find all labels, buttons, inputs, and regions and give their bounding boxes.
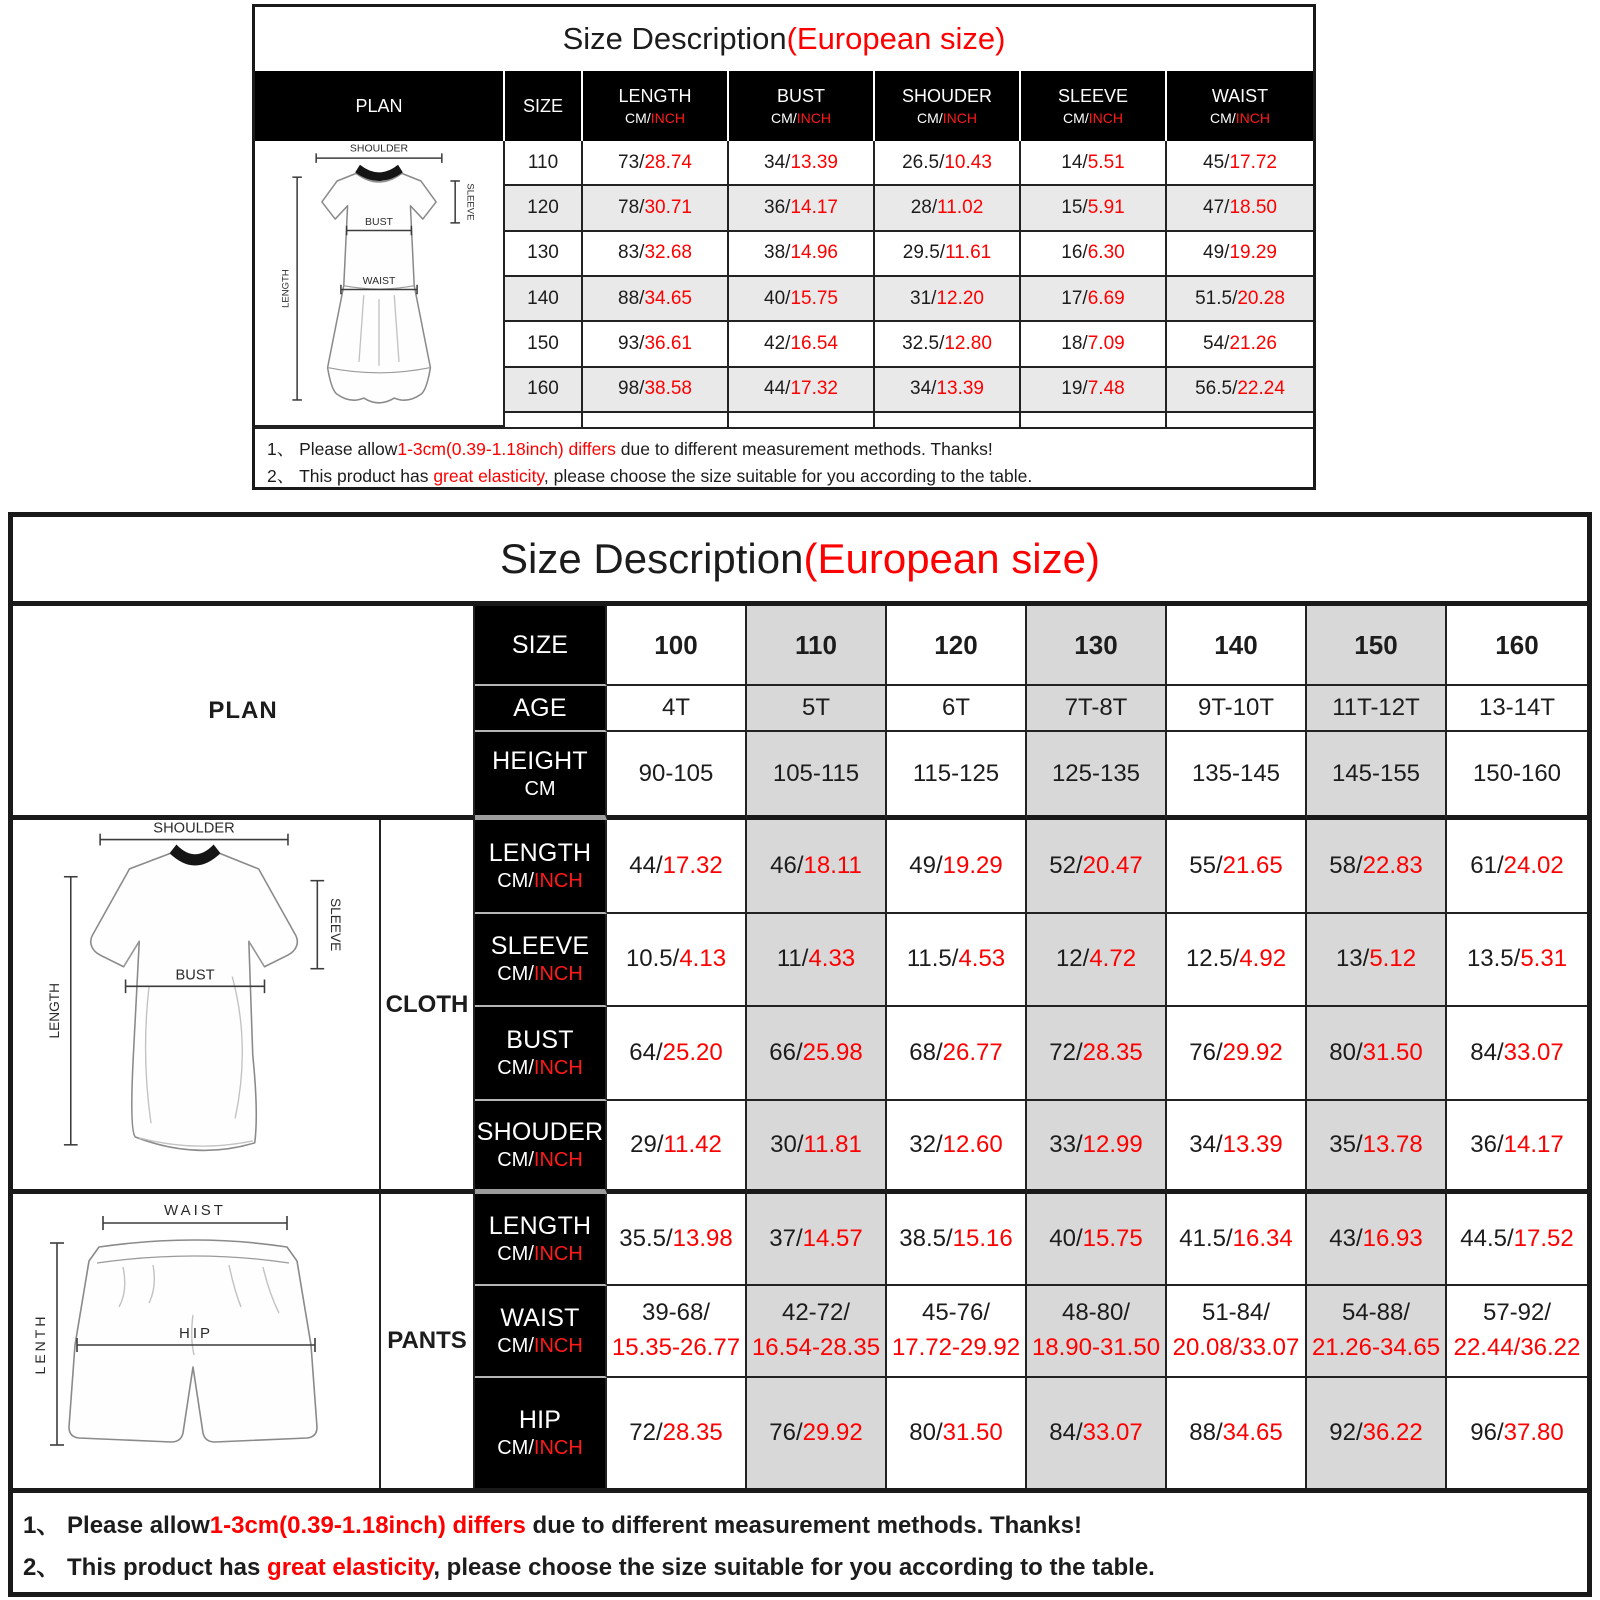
cell-value: 110: [747, 606, 887, 686]
top-size-chart: [252, 4, 1316, 490]
column-header-size: SIZE: [505, 71, 583, 141]
plan-cell: PLAN: [13, 606, 475, 820]
measure-value: 73/28.74: [583, 141, 729, 186]
cell-value: 150-160: [1447, 732, 1587, 820]
measure-value: 32.5/12.80: [875, 322, 1021, 367]
cell-value: 125-135: [1027, 732, 1167, 820]
measure-value: 14/5.51: [1021, 141, 1167, 186]
cell-value: 44.5/17.52: [1447, 1194, 1587, 1286]
bottom-notes: [13, 1488, 1587, 1589]
cell-value: 64/25.20: [607, 1007, 747, 1101]
row-label-sleeve: SLEEVE CM/INCH: [475, 914, 607, 1008]
column-header-shouder: SHOUDER CM/INCH: [875, 71, 1021, 141]
measure-value: 45/17.72: [1167, 141, 1313, 186]
cell-value: 41.5/16.34: [1167, 1194, 1307, 1286]
cell-value: 72/28.35: [607, 1378, 747, 1488]
tshirt-diagram-cell: [13, 820, 381, 1194]
cell-value: 140: [1167, 606, 1307, 686]
column-header-sleeve: SLEEVE CM/INCH: [1021, 71, 1167, 141]
cell-value: 12/4.72: [1027, 914, 1167, 1008]
cell-value: 40/15.75: [1027, 1194, 1167, 1286]
cell-value: 57-92/ 22.44/36.22: [1447, 1286, 1587, 1378]
note-line: 1、 Please allow1-3cm(0.39-1.18inch) differs due to different measurement methods. Thanks!: [23, 1512, 1082, 1539]
length-measure: [47, 877, 78, 1145]
bottom-header-row: [13, 606, 1587, 686]
measure-value: 28/11.02: [875, 186, 1021, 231]
measure-value: 98/38.58: [583, 368, 729, 413]
cell-value: 49/19.29: [887, 820, 1027, 914]
cell-value: 66/25.98: [747, 1007, 887, 1101]
row-label-height: HEIGHT CM: [475, 732, 607, 820]
cell-value: 135-145: [1167, 732, 1307, 820]
bottom-title-accent: (European size): [803, 535, 1100, 582]
measure-value: 88/34.65: [583, 277, 729, 322]
cell-value: 29/11.42: [607, 1101, 747, 1195]
cell-value: 35/13.78: [1307, 1101, 1447, 1195]
cell-value: 120: [887, 606, 1027, 686]
cell-value: 9T-10T: [1167, 686, 1307, 732]
tshirt-sleeve-label: SLEEVE: [328, 898, 344, 952]
column-header-bust: BUST CM/INCH: [729, 71, 875, 141]
cell-value: 52/20.47: [1027, 820, 1167, 914]
dress-sleeve-label: SLEEVE: [464, 183, 476, 221]
note-line: 1、 Please allow1-3cm(0.39-1.18inch) differs due to different measurement methods. Thanks!: [267, 439, 993, 459]
cell-value: 48-80/ 18.90-31.50: [1027, 1286, 1167, 1378]
bottom-size-chart: [8, 512, 1592, 1597]
empty-cell: [875, 413, 1021, 427]
cell-value: 11T-12T: [1307, 686, 1447, 732]
measure-value: 29.5/11.61: [875, 232, 1021, 277]
cell-value: 42-72/ 16.54-28.35: [747, 1286, 887, 1378]
cell-value: 36/14.17: [1447, 1101, 1587, 1195]
measure-value: 34/13.39: [729, 141, 875, 186]
column-header-length: LENGTH CM/INCH: [583, 71, 729, 141]
empty-cell: [1021, 413, 1167, 427]
cell-value: 34/13.39: [1167, 1101, 1307, 1195]
bottom-title: [13, 517, 1587, 606]
cell-value: 51-84/ 20.08/33.07: [1167, 1286, 1307, 1378]
row-label-shouder: SHOUDER CM/INCH: [475, 1101, 607, 1195]
measure-value: 93/36.61: [583, 322, 729, 367]
waist-measure: [103, 1202, 287, 1230]
measure-value: 36/14.17: [729, 186, 875, 231]
shoulder-measure: [316, 143, 442, 162]
size-value: 150: [505, 322, 583, 367]
dress-waist-label: WAIST: [362, 275, 396, 287]
row-label-waist: WAIST CM/INCH: [475, 1286, 607, 1378]
shoulder-measure: [100, 821, 288, 846]
cell-value: 130: [1027, 606, 1167, 686]
shorts-lenth-label: LENTH: [32, 1313, 48, 1374]
tshirt-shoulder-label: SHOULDER: [153, 820, 235, 837]
cell-value: 4T: [607, 686, 747, 732]
measure-value: 47/18.50: [1167, 186, 1313, 231]
cell-value: 96/37.80: [1447, 1378, 1587, 1488]
cell-value: 13-14T: [1447, 686, 1587, 732]
cell-value: 54-88/ 21.26-34.65: [1307, 1286, 1447, 1378]
length-measure: [281, 177, 302, 400]
dress-body: [322, 173, 436, 402]
cell-value: 35.5/13.98: [607, 1194, 747, 1286]
row-label-length: LENGTH CM/INCH: [475, 820, 607, 914]
cell-value: 88/34.65: [1167, 1378, 1307, 1488]
measure-value: 51.5/20.28: [1167, 277, 1313, 322]
shorts-diagram: [31, 1195, 361, 1481]
cell-value: 43/16.93: [1307, 1194, 1447, 1286]
cell-value: 80/31.50: [1307, 1007, 1447, 1101]
cell-value: 84/33.07: [1027, 1378, 1167, 1488]
bottom-data-row: [13, 1194, 1587, 1286]
top-title: [255, 7, 1313, 71]
cell-value: 44/17.32: [607, 820, 747, 914]
cell-value: 76/29.92: [747, 1378, 887, 1488]
measure-value: 40/15.75: [729, 277, 875, 322]
empty-cell: [583, 413, 729, 427]
row-label-bust: BUST CM/INCH: [475, 1007, 607, 1101]
pants-group-label: PANTS: [381, 1194, 475, 1488]
measure-value: 16/6.30: [1021, 232, 1167, 277]
measure-value: 17/6.69: [1021, 277, 1167, 322]
dress-diagram: [263, 141, 495, 419]
cell-value: 11.5/4.53: [887, 914, 1027, 1008]
sleeve-measure: [310, 881, 343, 969]
measure-value: 38/14.96: [729, 232, 875, 277]
tshirt-body: [91, 853, 298, 1150]
dress-bust-label: BUST: [365, 216, 393, 228]
size-value: 110: [505, 141, 583, 186]
row-label-hip: HIP CM/INCH: [475, 1378, 607, 1488]
cell-value: 12.5/4.92: [1167, 914, 1307, 1008]
measure-value: 83/32.68: [583, 232, 729, 277]
measure-value: 18/7.09: [1021, 322, 1167, 367]
top-table-row: [255, 141, 1313, 186]
column-header-waist: WAIST CM/INCH: [1167, 71, 1313, 141]
empty-cell: [1167, 413, 1313, 427]
measure-value: 42/16.54: [729, 322, 875, 367]
top-measurement-table: [255, 71, 1313, 427]
measure-value: 31/12.20: [875, 277, 1021, 322]
measure-value: 26.5/10.43: [875, 141, 1021, 186]
note-line: 2、 This product has great elasticity, please choose the size suitable for you according to the table.: [267, 466, 1033, 487]
cell-value: 5T: [747, 686, 887, 732]
measure-value: 44/17.32: [729, 368, 875, 413]
cell-value: 72/28.35: [1027, 1007, 1167, 1101]
cell-value: 30/11.81: [747, 1101, 887, 1195]
cell-value: 90-105: [607, 732, 747, 820]
bottom-measurement-table: [13, 606, 1587, 1488]
cell-value: 61/24.02: [1447, 820, 1587, 914]
column-header-plan: PLAN: [255, 71, 505, 141]
dress-shoulder-label: SHOULDER: [349, 143, 409, 155]
cell-value: 10.5/4.13: [607, 914, 747, 1008]
cell-value: 37/14.57: [747, 1194, 887, 1286]
cell-value: 38.5/15.16: [887, 1194, 1027, 1286]
cell-value: 160: [1447, 606, 1587, 686]
measure-value: 78/30.71: [583, 186, 729, 231]
size-value: 130: [505, 232, 583, 277]
dress-diagram-cell: [255, 141, 505, 427]
tshirt-bust-label: BUST: [175, 967, 215, 984]
shorts-diagram-cell: [13, 1194, 381, 1488]
cell-value: 32/12.60: [887, 1101, 1027, 1195]
size-value: 120: [505, 186, 583, 231]
measure-value: 19/7.48: [1021, 368, 1167, 413]
top-title-text: Size Description: [562, 21, 787, 56]
cell-value: 105-115: [747, 732, 887, 820]
bottom-title-text: Size Description: [500, 535, 804, 582]
cell-value: 92/36.22: [1307, 1378, 1447, 1488]
size-value: 140: [505, 277, 583, 322]
cell-value: 13/5.12: [1307, 914, 1447, 1008]
empty-cell: [505, 413, 583, 427]
cell-value: 6T: [887, 686, 1027, 732]
cell-value: 11/4.33: [747, 914, 887, 1008]
lenth-measure: [32, 1243, 64, 1445]
top-notes: [255, 427, 1313, 490]
row-label-length: LENGTH CM/INCH: [475, 1194, 607, 1286]
row-label-size: SIZE: [475, 606, 607, 686]
bottom-data-row: [13, 820, 1587, 914]
top-header-row: [255, 71, 1313, 141]
cell-value: 68/26.77: [887, 1007, 1027, 1101]
cell-value: 115-125: [887, 732, 1027, 820]
cell-value: 55/21.65: [1167, 820, 1307, 914]
cell-value: 84/33.07: [1447, 1007, 1587, 1101]
measure-value: 34/13.39: [875, 368, 1021, 413]
cell-value: 39-68/ 15.35-26.77: [607, 1286, 747, 1378]
tshirt-diagram: [28, 820, 364, 1182]
size-value: 160: [505, 368, 583, 413]
measure-value: 15/5.91: [1021, 186, 1167, 231]
dress-length-label: LENGTH: [280, 269, 292, 308]
cell-value: 46/18.11: [747, 820, 887, 914]
cloth-group-label: CLOTH: [381, 820, 475, 1194]
sleeve-measure: [450, 181, 475, 223]
cell-value: 7T-8T: [1027, 686, 1167, 732]
cell-value: 58/22.83: [1307, 820, 1447, 914]
measure-value: 56.5/22.24: [1167, 368, 1313, 413]
tshirt-length-label: LENGTH: [47, 983, 63, 1039]
note-line: 2、 This product has great elasticity, please choose the size suitable for you according to the table.: [23, 1554, 1155, 1581]
empty-cell: [729, 413, 875, 427]
cell-value: 33/12.99: [1027, 1101, 1167, 1195]
cell-value: 145-155: [1307, 732, 1447, 820]
cell-value: 80/31.50: [887, 1378, 1027, 1488]
cell-value: 100: [607, 606, 747, 686]
shorts-hip-label: HIP: [178, 1324, 214, 1342]
measure-value: 49/19.29: [1167, 232, 1313, 277]
cell-value: 76/29.92: [1167, 1007, 1307, 1101]
cell-value: 150: [1307, 606, 1447, 686]
cell-value: 45-76/ 17.72-29.92: [887, 1286, 1027, 1378]
shorts-waist-label: WAIST: [164, 1201, 226, 1219]
cell-value: 13.5/5.31: [1447, 914, 1587, 1008]
row-label-age: AGE: [475, 686, 607, 732]
top-title-accent: (European size): [786, 21, 1006, 56]
measure-value: 54/21.26: [1167, 322, 1313, 367]
